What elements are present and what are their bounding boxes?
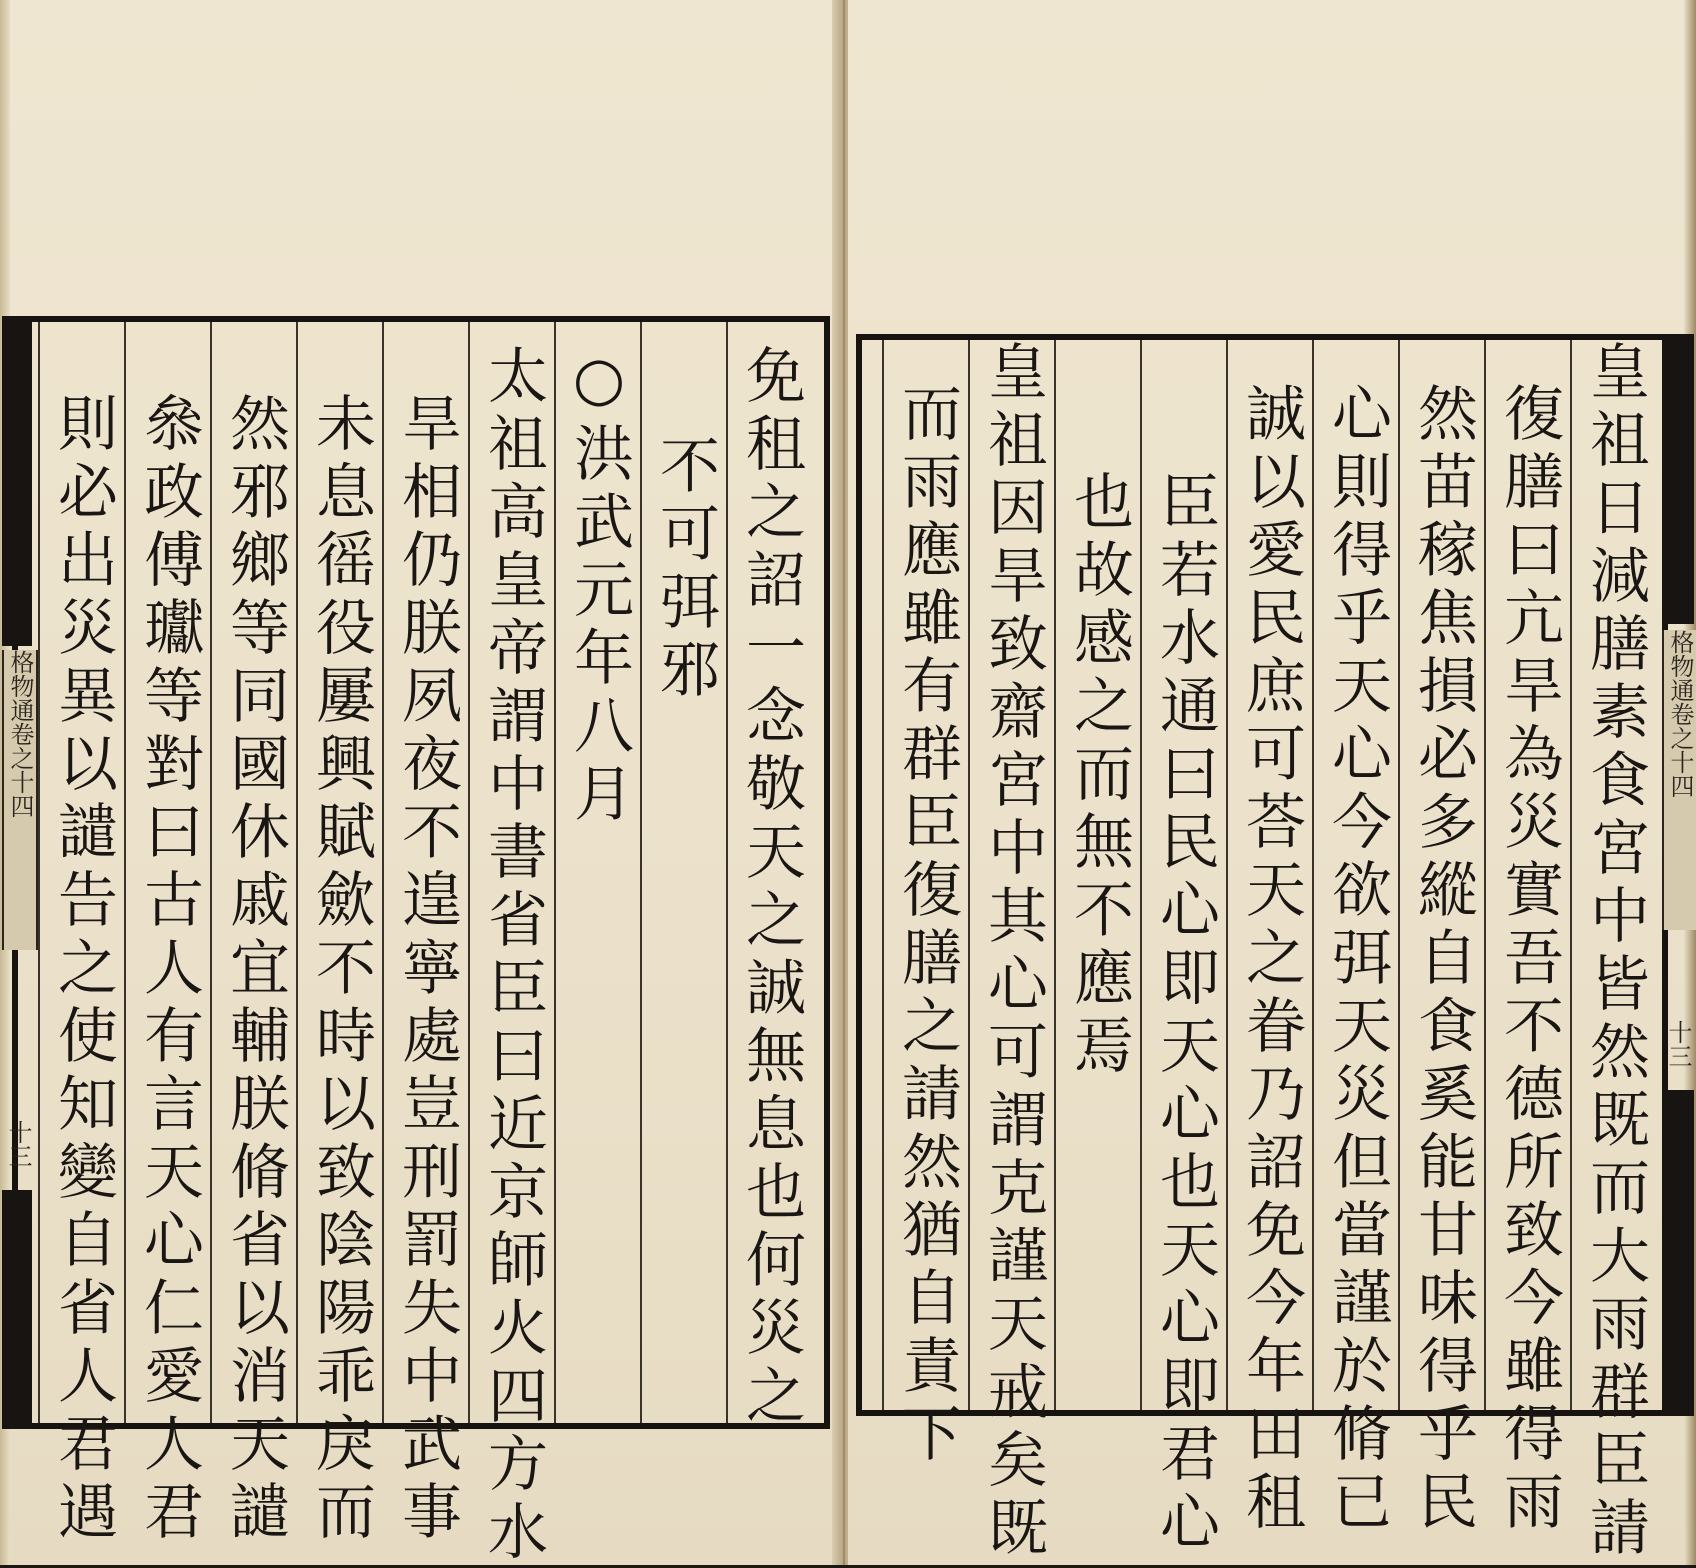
text-column: 臣若水通曰民心即天心也天心即君心: [1150, 470, 1220, 1558]
text-column: 心則得乎天心今欲弭天災但當謹於脩已: [1322, 382, 1392, 1538]
black-mouth-block: [1662, 334, 1694, 624]
black-mouth-block: [2, 316, 32, 646]
left-text-frame: [12, 316, 830, 1568]
text-column: 太祖高皇帝謂中書省臣曰近京師火四方水: [478, 344, 548, 1568]
black-mouth-block: [1662, 1090, 1694, 1416]
text-column: 旱相仍朕夙夜不遑寧處豈刑罰失中武事: [392, 392, 462, 1548]
text-column: ○洪武元年八月: [564, 344, 634, 830]
right-text-frame: [856, 334, 1668, 1564]
black-mouth-block: [2, 1190, 32, 1429]
text-column: 則必出災異以譴告之使知變自省人君遇: [48, 392, 118, 1548]
page-number: 十三: [1664, 1020, 1692, 1068]
text-column: 復膳曰亢旱為災實吾不德所致今雖得雨: [1494, 382, 1564, 1538]
text-column: 而雨應雖有群臣復膳之請然猶自責下: [892, 382, 962, 1470]
text-column: 未息徭役屢興賦歛不時以致陰陽乖戾而: [306, 392, 376, 1548]
text-column: 皇祖日減膳素食宮中皆然既而大雨群臣請: [1580, 340, 1650, 1564]
text-column: 然邪鄉等同國休戚宜輔朕脩省以消天譴: [220, 392, 290, 1548]
text-column: 不可弭邪: [650, 434, 720, 706]
text-column: 皇祖因旱致齋宮中其心可謂克謹天戒矣既: [978, 340, 1048, 1564]
text-column: 免租之詔一念敬天之誠無息也何災之: [736, 344, 806, 1432]
ban-xin-title: 格物通卷之十四: [2, 650, 38, 950]
text-column: 也故感之而無不應焉: [1064, 470, 1134, 1082]
text-column: 叅政傅瓛等對曰古人有言天心仁愛人君: [134, 392, 204, 1548]
ban-xin-title: 格物通卷之十四: [1662, 630, 1696, 930]
page-number: 十三: [4, 1120, 32, 1168]
text-column: 誠以愛民庶可荅天之眷乃詔免今年田租: [1236, 382, 1306, 1538]
left-page: [0, 0, 840, 1568]
text-column: 然苗稼焦損必多縱自食奚能甘味得乎民: [1408, 382, 1478, 1538]
